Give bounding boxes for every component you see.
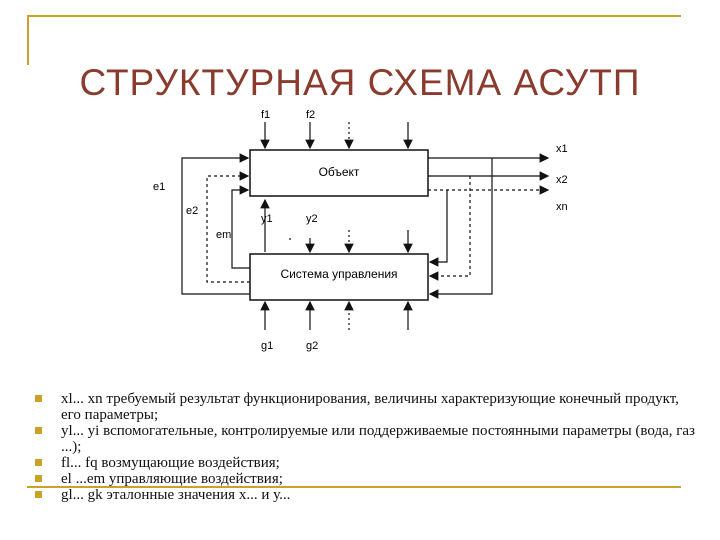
output-x1-label: x1	[556, 143, 568, 155]
control-em-label: em	[216, 229, 232, 241]
control-e2-label: e2	[186, 205, 199, 217]
output-x2-label: x2	[556, 174, 568, 186]
bullet-marker-icon	[35, 491, 42, 498]
slide-title: СТРУКТУРНАЯ СХЕМА АСУТП	[79, 62, 641, 100]
bullet-marker-icon	[35, 395, 42, 402]
list-item: gl... gk эталонные значения x... и у...	[35, 487, 695, 503]
control-system-label: Система управления	[280, 267, 398, 281]
bullet-marker-icon	[35, 459, 42, 466]
param-y1-label: y1	[261, 213, 273, 225]
definitions-list	[35, 391, 695, 503]
list-item: xl... xn требуемый результат функционирования, величины характеризующие конечный продукт, его параметры;	[35, 391, 695, 423]
output-xn-label: xn	[556, 201, 568, 213]
reference-g2-label: g2	[306, 340, 319, 352]
bullet-marker-icon	[35, 475, 42, 482]
bullet-marker-icon	[35, 427, 42, 434]
input-f1-label: f1	[261, 109, 271, 121]
input-f2-label: f2	[306, 109, 316, 121]
object-label: Объект	[318, 165, 360, 179]
list-item: yl... yi вспомогательные, контролируемые или поддерживаемые постоянными параметры (вода, газ ...);	[35, 423, 695, 455]
param-y2-label: y2	[306, 213, 318, 225]
list-item: fl... fq возмущающие воздействия;	[35, 455, 695, 471]
control-e1-label: e1	[153, 181, 166, 193]
list-item: el ...em управляющие воздействия;	[35, 471, 695, 487]
reference-g1-label: g1	[261, 340, 274, 352]
